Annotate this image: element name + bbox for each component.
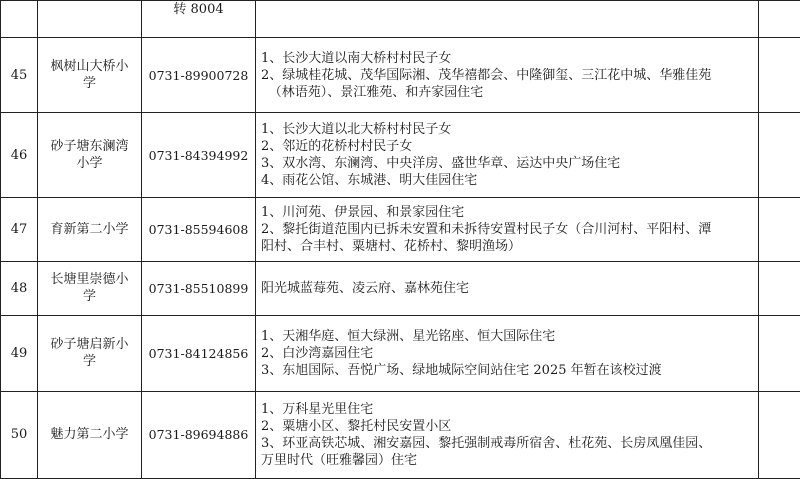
enrollment-area (256, 315, 759, 391)
area-line: 阳村、合丰村、粟塘村、花桥村、黎明渔场） (261, 238, 522, 254)
area-line: 2、绿城桂花城、茂华国际湘、茂华禧都会、中隆御玺、三江花中城、华雅佳苑 (261, 67, 712, 83)
row-index: 48 (1, 261, 38, 315)
school-cell (38, 1, 142, 38)
row-index: 46 (1, 113, 38, 198)
area-cell (256, 1, 759, 38)
school-name: 长塘里崇德小学 (38, 261, 142, 315)
enrollment-area (256, 113, 759, 198)
area-line: 1、万科星光里住宅 (261, 401, 374, 417)
enrollment-area (256, 198, 759, 261)
table-row-top (1, 1, 800, 38)
area-line: 1、长沙大道以南大桥村村民子女 (261, 50, 452, 66)
area-line: 1、天湘华庭、恒大绿洲、星光铭座、恒大国际住宅 (261, 328, 556, 344)
area-line: 2、邻近的花桥村村民子女 (261, 139, 413, 155)
area-line: 2、黎托街道范围内已拆未安置和未拆待安置村民子女（合川河村、平阳村、潭 (261, 221, 712, 237)
area-line: 阳光城蓝莓苑、凌云府、嘉林苑住宅 (261, 280, 470, 296)
school-name: 魅力第二小学 (38, 391, 142, 478)
area-line: 3、双水湾、东澜湾、中央洋房、盛世华章、运达中央广场住宅 (261, 156, 621, 172)
school-name: 枫树山大桥小学 (38, 38, 142, 113)
enrollment-area (256, 38, 759, 113)
school-phone: 0731-89694886 (142, 391, 256, 478)
note-cell (759, 1, 800, 38)
school-phone: 0731-84124856 (142, 315, 256, 391)
index-cell (1, 1, 38, 38)
table-row (1, 113, 800, 198)
table-row (1, 391, 800, 478)
phone-cell (142, 1, 256, 38)
note-cell (759, 315, 800, 391)
area-line: 1、川河苑、伊景园、和景家园住宅 (261, 204, 465, 220)
area-line: 2、白沙湾嘉园住宅 (261, 345, 374, 361)
table-row (1, 315, 800, 391)
area-line: 4、雨花公馆、东城港、明大佳园住宅 (261, 173, 478, 189)
school-phone: 0731-85594608 (142, 198, 256, 261)
school-name: 砂子塘东澜湾小学 (38, 113, 142, 198)
area-line: 万里时代（旺雅馨园）住宅 (261, 452, 418, 468)
area-line: 3、东旭国际、吾悦广场、绿地城际空间站住宅 2025 年暂在该校过渡 (261, 362, 662, 378)
note-cell (759, 391, 800, 478)
enrollment-area (256, 261, 759, 315)
phone-tail-text: 转 8004 (173, 2, 224, 17)
school-name: 育新第二小学 (38, 198, 142, 261)
school-name: 砂子塘启新小学 (38, 315, 142, 391)
area-line: 2、粟塘小区、黎托村民安置小区 (261, 418, 452, 434)
note-cell (759, 113, 800, 198)
note-cell (759, 198, 800, 261)
row-index: 49 (1, 315, 38, 391)
area-line: （林语苑）、景江雅苑、和卉家园住宅 (268, 84, 484, 100)
row-index: 47 (1, 198, 38, 261)
area-line: 3、环亚高铁芯城、湘安嘉园、黎托强制戒毒所宿舍、杜花苑、长房凤凰佳园、 (261, 435, 712, 451)
school-phone: 0731-84394992 (142, 113, 256, 198)
table-row (1, 38, 800, 113)
row-index: 50 (1, 391, 38, 478)
enrollment-area (256, 391, 759, 478)
school-phone: 0731-85510899 (142, 261, 256, 315)
table-row (1, 198, 800, 261)
area-line: 1、长沙大道以北大桥村村民子女 (261, 122, 452, 138)
note-cell (759, 261, 800, 315)
table-row (1, 261, 800, 315)
note-cell (759, 38, 800, 113)
row-index: 45 (1, 38, 38, 113)
school-phone: 0731-89900728 (142, 38, 256, 113)
